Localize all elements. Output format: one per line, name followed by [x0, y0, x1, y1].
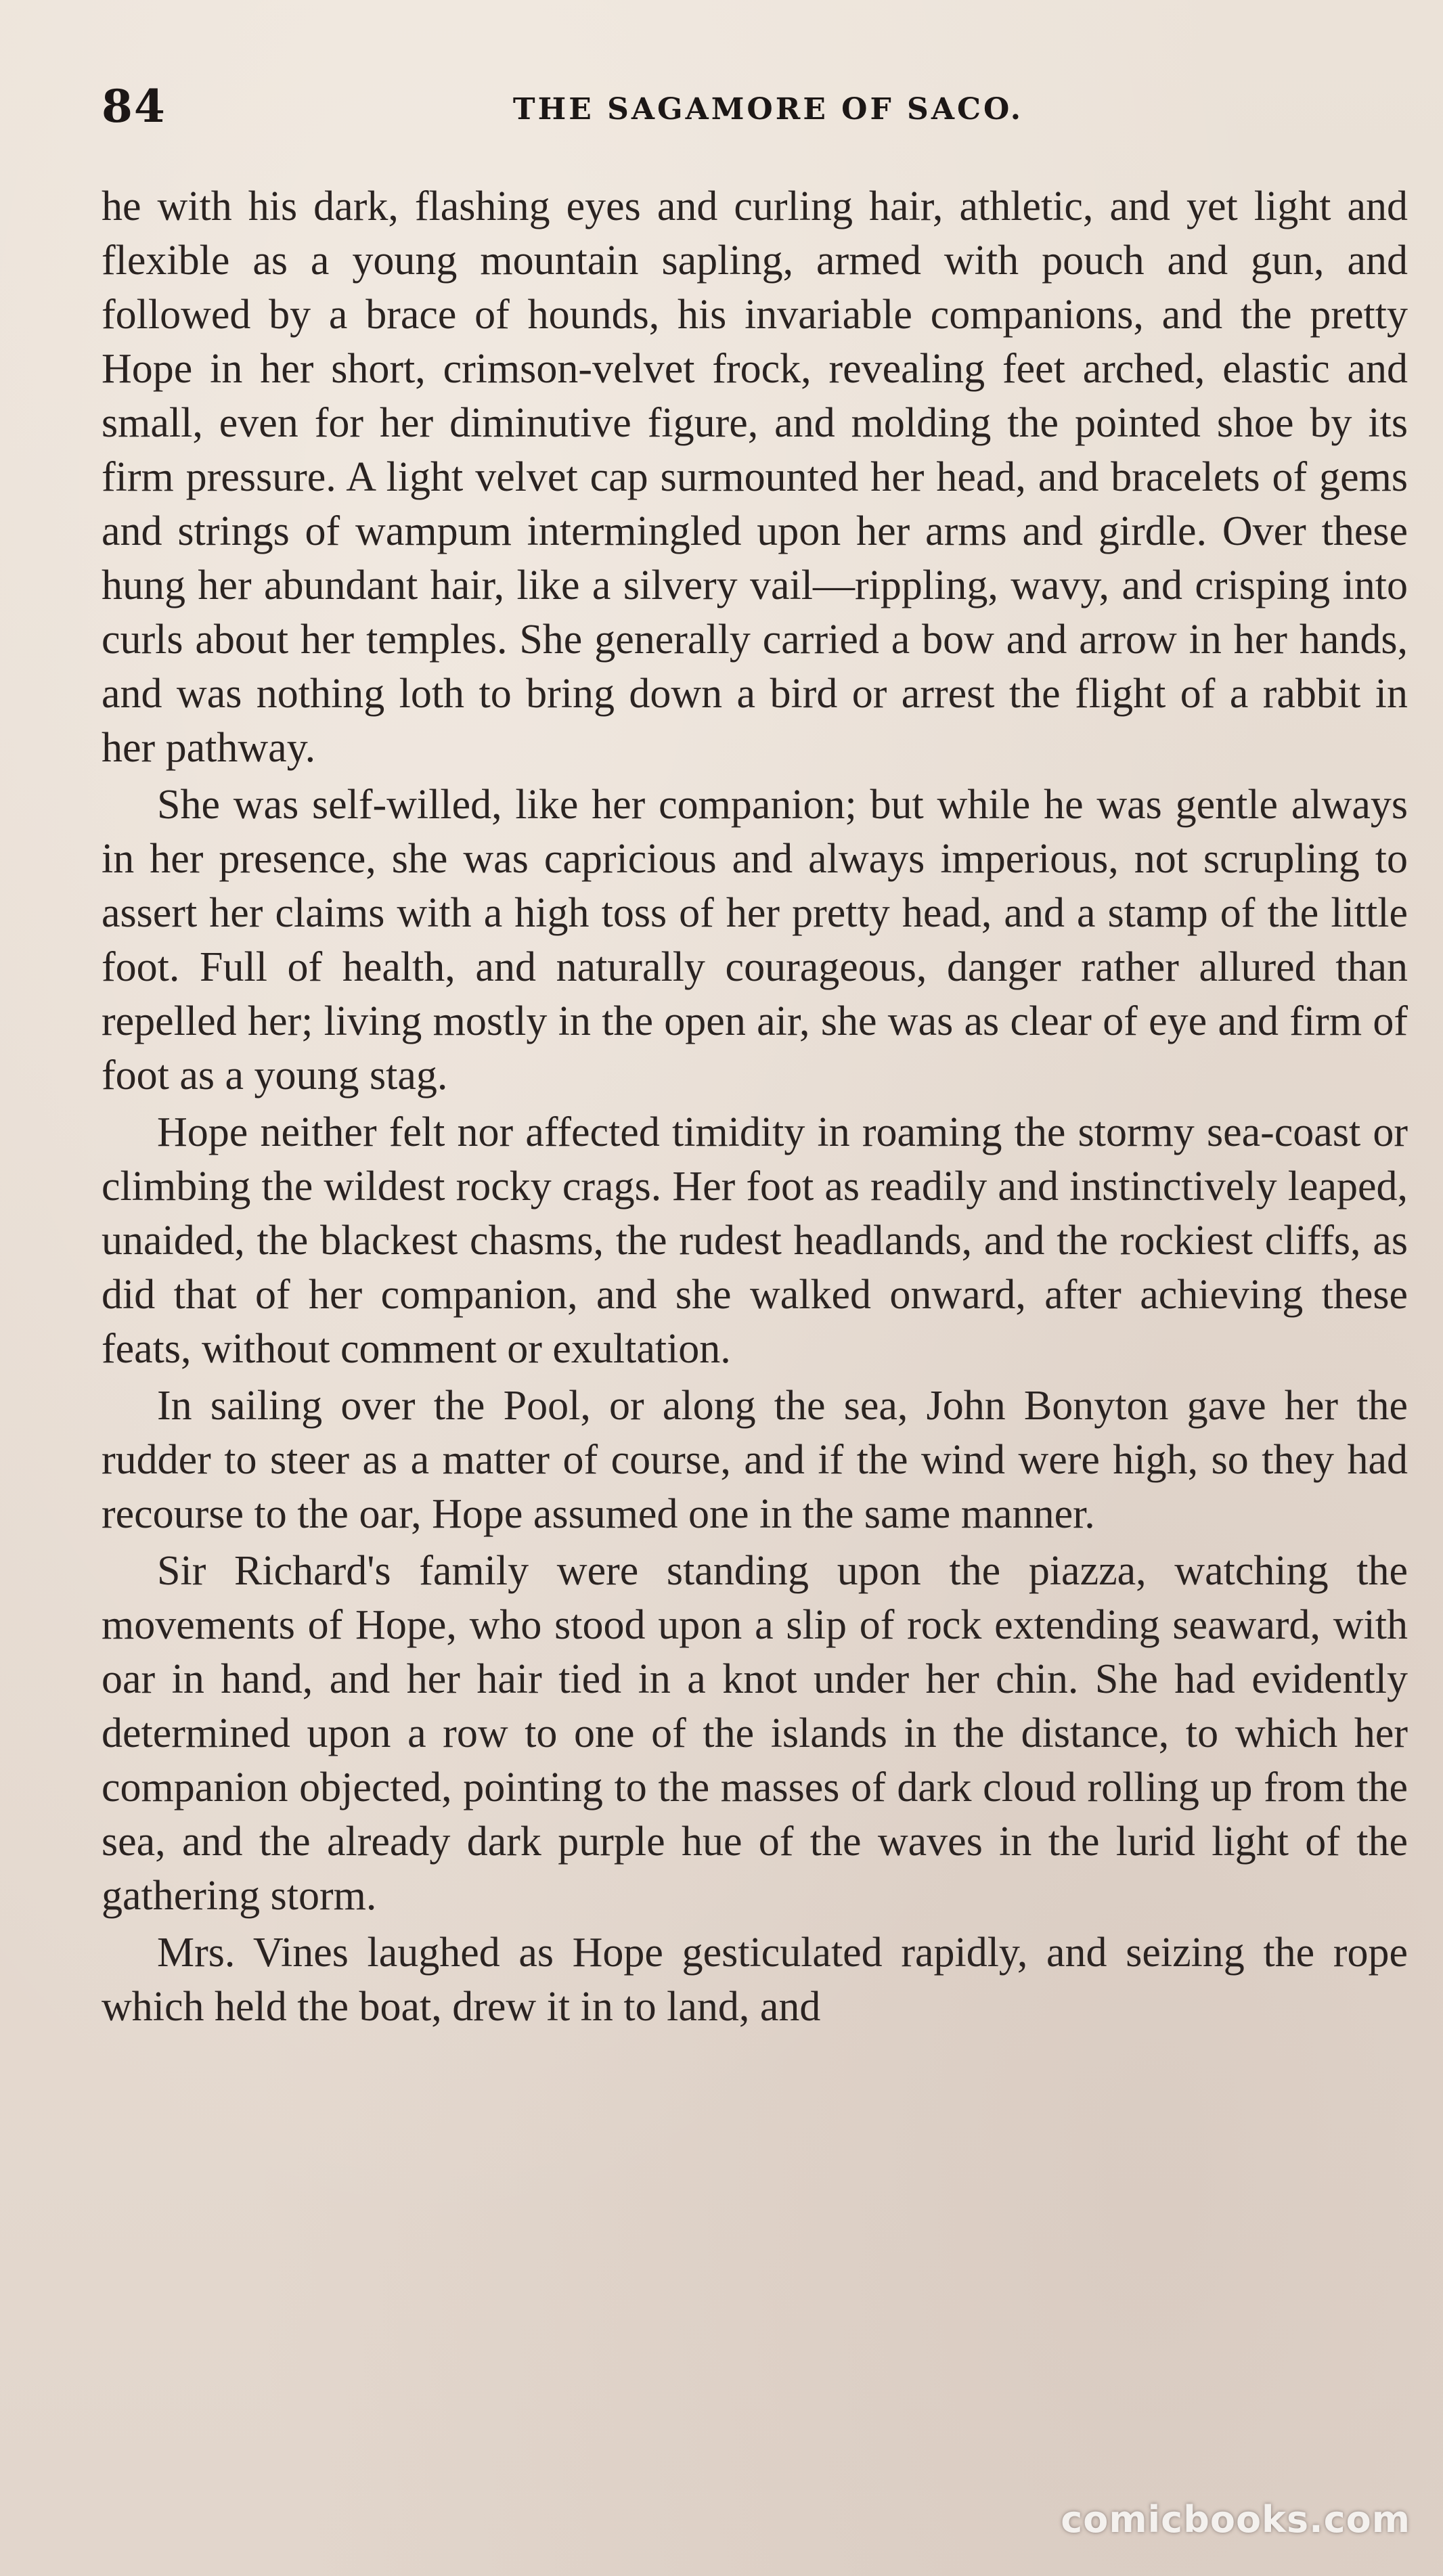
paragraph-2: She was self-willed, like her companion; but while he was gentle always in her presence, she was capricious and always imperious, not scrupling to assert her claims with a high toss of her pretty head, and a stamp of the little foot. Full of health, and naturally courageous, danger rather allured than repelled her; living mostly in the open air, she was as clear of eye and firm of foot as a young stag.	[102, 782, 1408, 1098]
running-title: THE SAGAMORE OF SACO.	[512, 92, 1024, 127]
paragraph-4: In sailing over the Pool, or along the sea, John Bonyton gave her the rudder to steer as a matter of course, and if the wind were high, so they had recourse to the oar, Hope assumed one in the same manner.	[102, 1383, 1408, 1537]
page-header	[102, 80, 1408, 141]
paragraph-1: he with his dark, flashing eyes and curling hair, athletic, and yet light and flexible as a young mountain sapling, armed with pouch and gun, and followed by a brace of hounds, his invariable companions, and the pretty Hope in her short, crimson-velvet frock, revealing feet arched, elastic and small, even for her diminutive figure, and molding the pointed shoe by its firm pressure. A light velvet cap surmounted her head, and bracelets of gems and strings of wampum intermingled upon her arms and girdle. Over these hung her abundant hair, like a silvery vail—rippling, wavy, and crisping into curls about her temples. She generally carried a bow and arrow in her hands, and was nothing loth to bring down a bird or arrest the flight of a rabbit in her pathway.	[102, 183, 1408, 771]
paragraph-5: Sir Richard's family were standing upon the piazza, watching the movements of Hope, who stood upon a slip of rock extending seaward, with oar in hand, and her hair tied in a knot under her chin. She had evidently determined upon a row to one of the islands in the distance, to which her companion objected, pointing to the masses of dark cloud rolling up from the sea, and the already dark purple hue of the waves in the lurid light of the gathering storm.	[102, 1548, 1408, 1919]
body-text	[102, 179, 1408, 2037]
paragraph-6: Mrs. Vines laughed as Hope gesticulated rapidly, and seizing the rope which held the boat, drew it in to land, and	[102, 1930, 1408, 2030]
page-number: 84	[102, 80, 166, 133]
watermark: comicbooks.com	[1061, 2498, 1411, 2541]
paragraph-3: Hope neither felt nor affected timidity in roaming the stormy sea-coast or climbing the wildest rocky crags. Her foot as readily and instinctively leaped, unaided, the blackest chasms, the rudest headlands, and the rockiest cliffs, as did that of her companion, and she walked onward, after achieving these feats, without comment or exultation.	[102, 1109, 1408, 1372]
